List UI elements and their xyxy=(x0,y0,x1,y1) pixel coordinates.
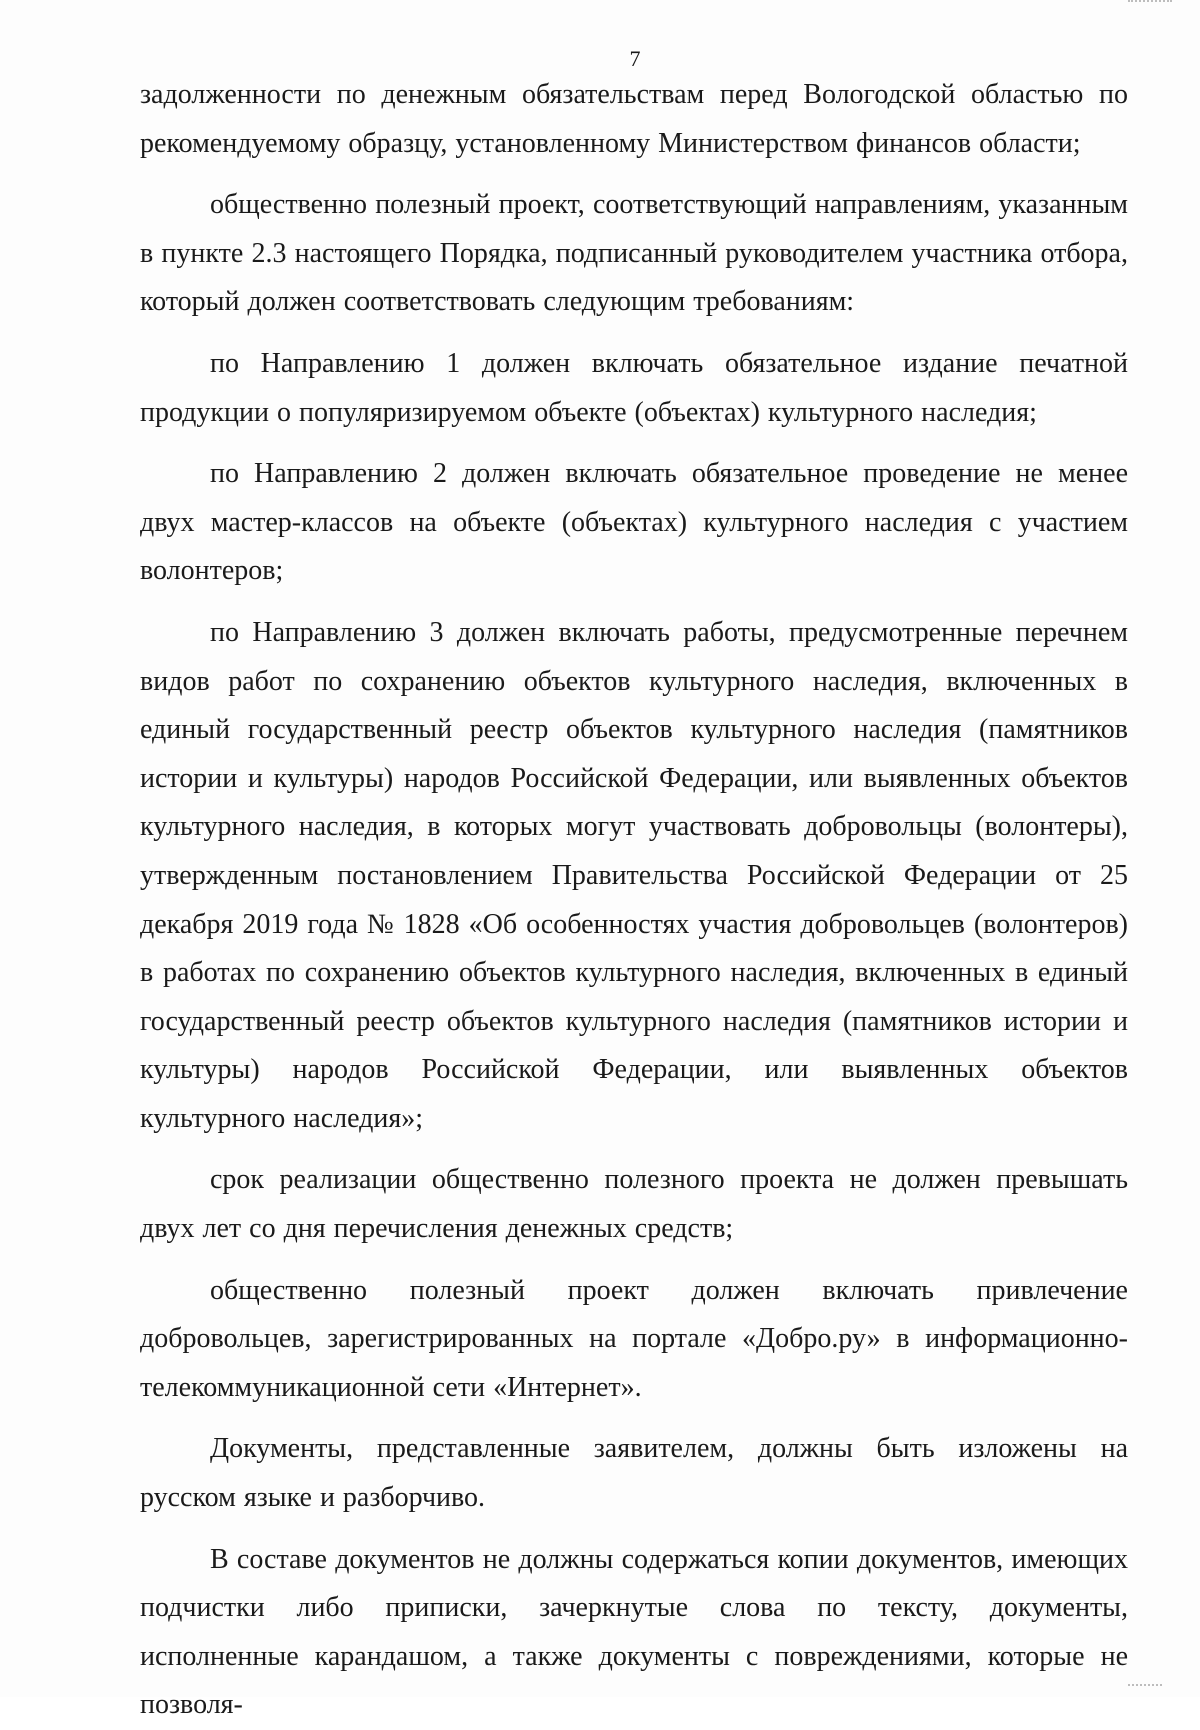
paragraph-debt-certificate: задолженности по денежным обязательствам перед Вологодской областью по рекомендуемому образцу, установленному Министерством финансов области; xyxy=(140,79,1128,159)
paragraph-project-term: срок реализации общественно полезного проекта не должен превышать двух лет со дня перечисления денежных средств; xyxy=(140,1164,1128,1245)
paragraph-direction-2: по Направлению 2 должен включать обязательное проведение не менее двух мастер-классов на объекте (объектах) культурного наследия с участием волонтеров; xyxy=(140,458,1128,587)
page-number: 7 xyxy=(629,46,641,71)
paragraph-volunteers: общественно полезный проект должен включать привлечение добровольцев, зарегистрированных на портале «Добро.ру» в информационно-телекоммуникационной сети «Интернет». xyxy=(140,1274,1128,1403)
paragraph-language: Документы, представленные заявителем, должны быть изложены на русском языке и разборчиво. xyxy=(140,1433,1128,1514)
paragraph-direction-3: по Направлению 3 должен включать работы, предусмотренные перечнем видов работ по сохранению объектов культурного наследия, включенных в единый государственный реестр объектов культурного наследия (памятников истории и культуры) народов Российской Федерации, или выявленных объектов культурного наследия, в которых могут участвовать добровольцы (волонтеры), утвержденным постановлением Правительства Российской Федерации от 25 декабря 2019 года № 1828 «Об особенностях участия добровольцев (волонтеров) в работах по сохранению объектов культурного наследия, включенных в единый государственный реестр объектов культурного наследия (памятников истории и культуры) народов Российской Федерации, или выявленных объектов культурного наследия»; xyxy=(140,616,1128,1134)
paragraph-direction-1: по Направлению 1 должен включать обязательное издание печатной продукции о популяризируемом объекте (объектах) культурного наследия; xyxy=(140,347,1128,428)
paragraph-project-requirements: общественно полезный проект, соответствующий направлениям, указанным в пункте 2.3 настоящего Порядка, подписанный руководителем участника отбора, который должен соответствовать следующим требованиям: xyxy=(140,189,1128,318)
scan-edge-mark xyxy=(1128,0,1172,5)
paragraph-document-condition: В составе документов не должны содержаться копии документов, имеющих подчистки либо приписки, зачеркнутые слова по тексту, документы, исполненные карандашом, а также документы с повреждениями, которые не позволя- xyxy=(140,1543,1128,1721)
document-body xyxy=(140,71,1128,1730)
scan-edge-mark-bottom xyxy=(1128,1684,1162,1689)
